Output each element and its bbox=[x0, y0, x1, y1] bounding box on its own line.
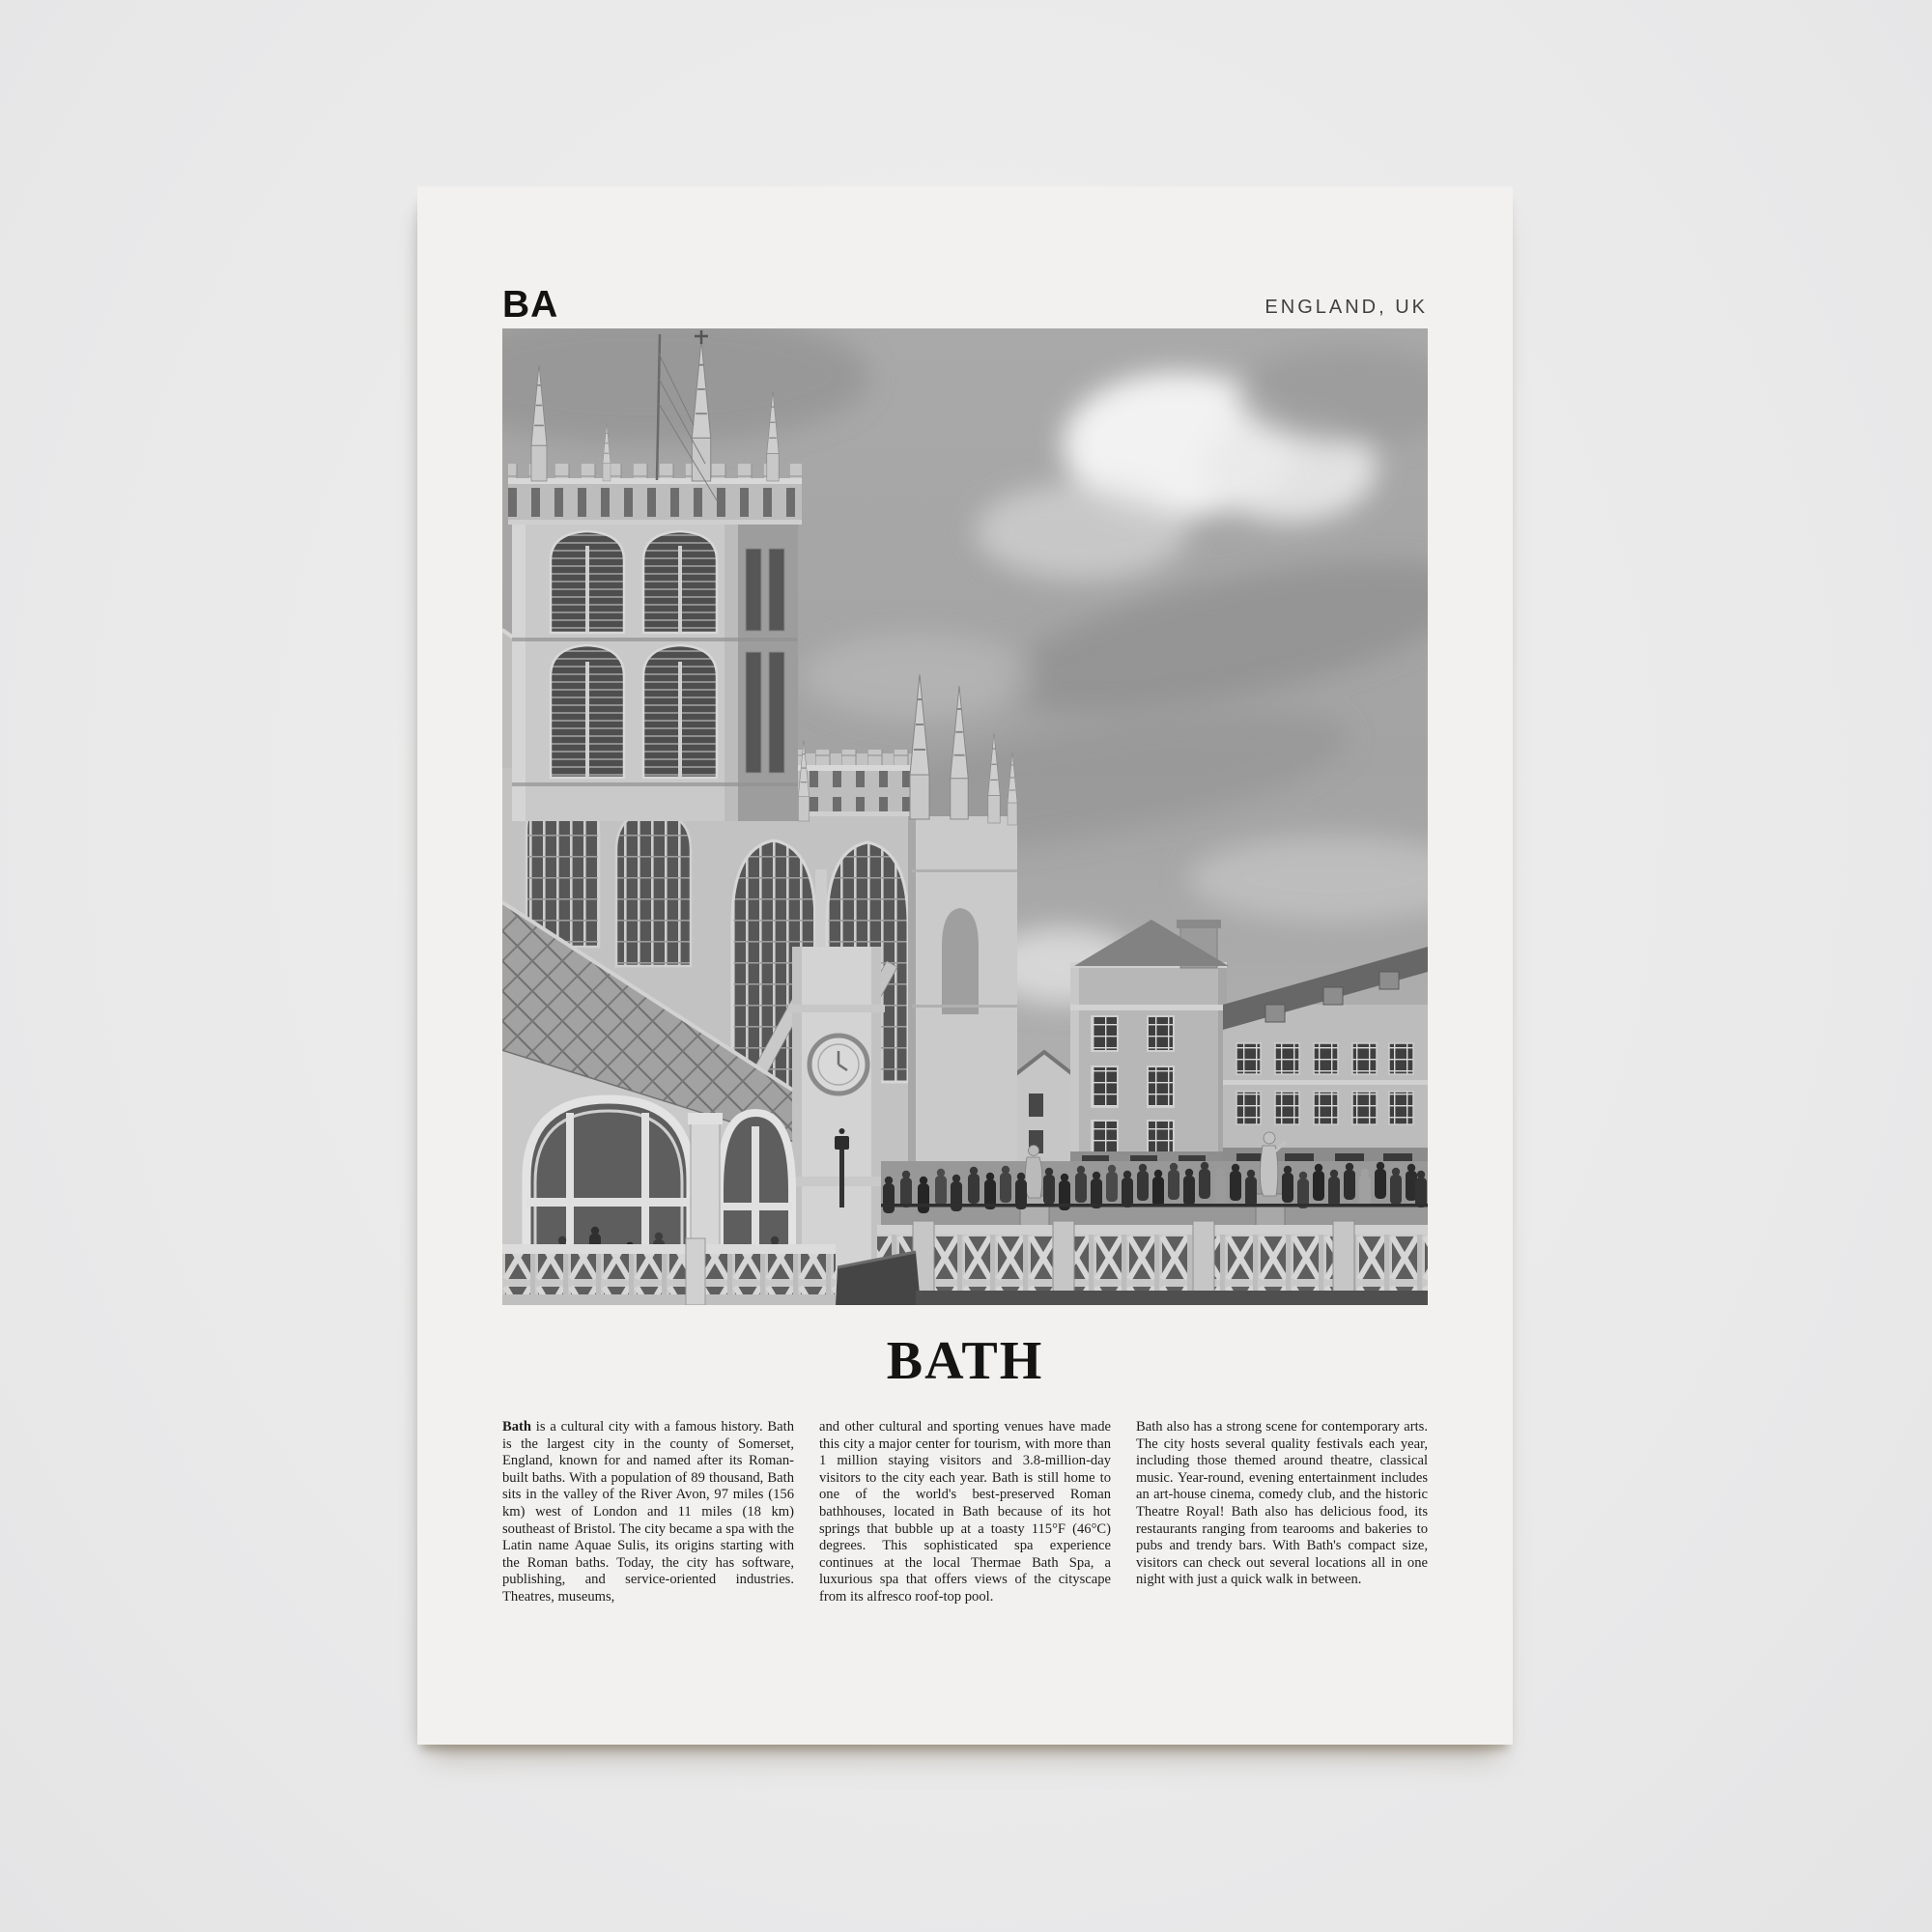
lead-word: Bath bbox=[502, 1419, 532, 1435]
poster-location: ENGLAND, UK bbox=[1264, 297, 1428, 318]
body-column-3: Bath also has a strong scene for contemporary arts. The city hosts several quality festivals each year, including those themed around theatre, classical music. Year-round, evening entertainment includes an art-house cinema, comedy club, and the historic Theatre Royal! Bath also has delicious food, its restaurants ranging from tearooms and bakeries to pubs and trendy bars. With Bath's compact size, visitors can check out several locations all in one night with just a quick walk in between. bbox=[1136, 1419, 1428, 1588]
body-column-2: and other cultural and sporting venues have made this city a major center for tourism, with more than 1 million staying visitors and 3.8-million-day visitors to the city each year. Bath is still home to one of the world's best-preserved Roman bathhouses, located in Bath because of its hot springs that bubble up at a toasty 115°F (46°C) degrees. This sophisticated spa experience continues at the local Thermae Bath Spa, a luxurious spa that offers views of the cityscape from its alfresco roof-top pool. bbox=[819, 1419, 1111, 1605]
terrace-handrail bbox=[881, 1204, 1428, 1208]
poster-title: BATH bbox=[886, 1331, 1044, 1391]
travel-poster bbox=[417, 186, 1513, 1745]
body-column-1 bbox=[502, 1419, 794, 1606]
lamp-post bbox=[839, 1146, 844, 1208]
body-text bbox=[502, 1419, 1428, 1606]
bath-abbey-photo bbox=[502, 328, 1428, 1305]
near-balustrade bbox=[502, 1238, 836, 1305]
poster-initials: BA bbox=[502, 284, 559, 326]
column-1-text: is a cultural city with a famous history. Bath is the largest city in the county of Somerset, England, known for and named after its Roman-built baths. With a population of 89 thousand, Bath sits in the valley of the River Avon, 97 miles (156 km) west of London and 11 miles (18 km) southeast of Bristol. The city became a spa with the Latin name Aquae Sulis, its origins starting with the Roman baths. Today, the city has software, publishing, and service-oriented industries. Theatres, museums, bbox=[502, 1419, 794, 1605]
